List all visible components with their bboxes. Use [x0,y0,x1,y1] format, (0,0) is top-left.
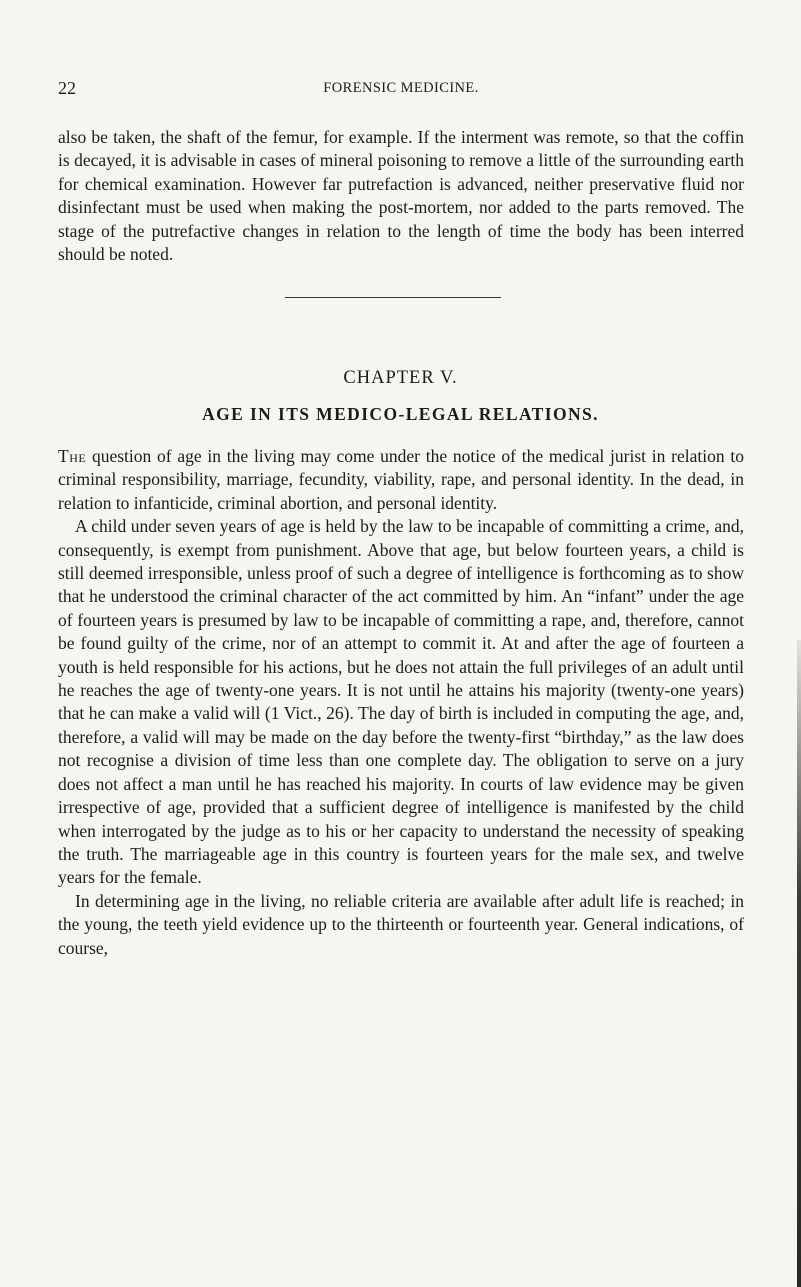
chapter-divider-rule [285,297,501,298]
page-header [58,78,744,104]
continuation-paragraph: also be taken, the shaft of the femur, for example. If the interment was remote, so that the coffin is decayed, it is advisable in cases of mineral poisoning to remove a little of the surrounding earth for chemical examination. However far putrefaction is advanced, neither preservative fluid nor disinfectant must be used when making the post-mortem, nor added to the parts removed. The stage of the putrefactive changes in relation to the length of time the body has been interred should be noted. [58,127,744,265]
page-edge-shadow [797,640,801,1287]
paragraph-1-lead: The [58,446,87,466]
paragraph-1-text: question of age in the living may come under the notice of the medical jurist in relation to criminal responsibility, marriage, fecundity, viability, rape, and personal identity. In the dead, in relation to infanticide, criminal abortion, and personal identity. [58,446,744,513]
page-number: 22 [58,78,76,98]
chapter-title: AGE IN ITS MEDICO-LEGAL RELATIONS. [202,404,599,424]
paragraph-2: A child under seven years of age is held by the law to be incapable of committing a crime, and, consequently, is exempt from punishment. Above that age, but below fourteen years, a child is still deemed irresponsible, unless proof of such a degree of intelligence is forthcoming as to show that he understood the criminal character of the act committed by him. An “infant” under the age of fourteen years is presumed by law to be incapable of committing a rape, and, therefore, cannot be found guilty of the crime, nor of an attempt to commit it. At and after the age of fourteen a youth is held responsible for his actions, but he does not attain the full privileges of an adult until he reaches the age of twenty-one years. It is not until he attains his majority (twenty-one years) that he can make a valid will (1 Vict., 26). The day of birth is included in computing the age, and, therefore, a valid will may be made on the day before the twenty-first “birthday,” as the law does not recognise a division of time less than one complete day. The obligation to serve on a jury does not affect a man until he has reached his majority. In courts of law evidence may be given irrespective of age, provided that a sufficient degree of intelligence is manifested by the child when interrogated by the judge as to his or her capacity to understand the necessity of speaking the truth. The marriageable age in this country is fourteen years for the male sex, and twelve years for the female. [58,516,744,888]
paragraph-3: In determining age in the living, no reliable criteria are available after adult life is reached; in the young, the teeth yield evidence up to the thirteenth or fourteenth year. General indications, of course, [58,890,744,958]
continuation-paragraph-block [58,126,744,266]
chapter-number: CHAPTER V. [343,368,458,388]
paragraph-1 [58,445,744,515]
running-head: FORENSIC MEDICINE. [323,80,479,96]
chapter-body [58,445,744,960]
